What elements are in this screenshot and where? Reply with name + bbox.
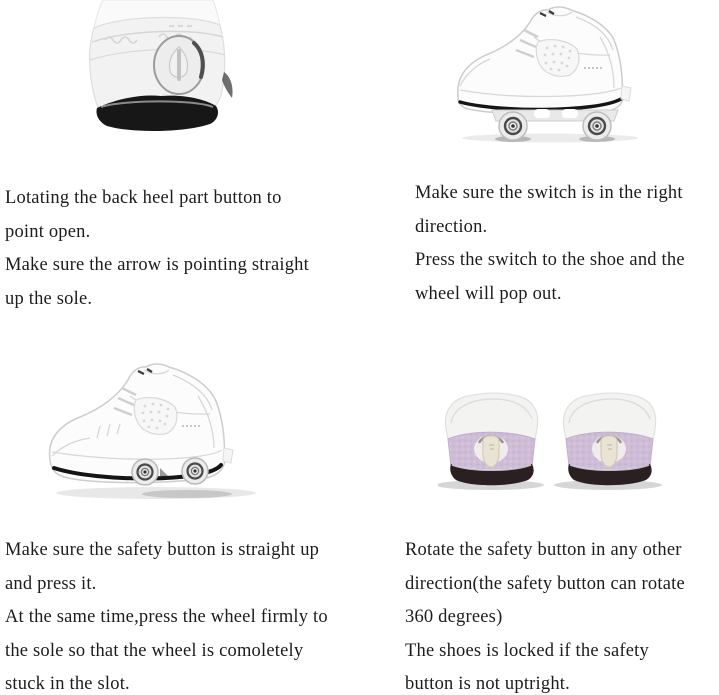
caption-line: and press it. xyxy=(5,573,97,594)
caption-line: direction(the safety button can rotate xyxy=(405,573,685,594)
caption-line: wheel will pop out. xyxy=(415,283,562,304)
wheels-retracted-illustration xyxy=(42,360,270,502)
safety-button-illustration xyxy=(438,389,666,493)
caption-line: Rotate the safety button in any other xyxy=(405,540,682,560)
caption-line: button is not uptright. xyxy=(405,674,570,694)
tucked-wheel-icon xyxy=(182,458,208,484)
wheels-retracted-photo xyxy=(42,360,270,502)
heel-button-photo xyxy=(73,0,240,136)
caption-line: At the same time,press the wheel firmly to xyxy=(5,607,328,627)
caption-line: 360 degrees) xyxy=(405,607,503,627)
wheels-out-illustration xyxy=(450,2,650,145)
caption-line: Make sure the arrow is pointing straight xyxy=(5,255,309,275)
safety-button-heels-photo xyxy=(438,389,666,493)
caption-line: Press the switch to the shoe and the xyxy=(415,250,685,270)
caption-heel-button xyxy=(5,182,309,316)
heel-release-button xyxy=(154,36,204,94)
left-heel xyxy=(438,393,544,490)
caption-line: stuck in the slot. xyxy=(5,674,130,694)
caption-safety-button xyxy=(405,534,685,695)
caption-wheels-out xyxy=(415,177,685,311)
caption-line: Make sure the switch is in the right xyxy=(415,183,683,203)
caption-line: the sole so that the wheel is comoletely xyxy=(5,640,304,661)
tucked-wheel-icon xyxy=(132,459,158,485)
caption-line: direction. xyxy=(415,216,488,237)
caption-wheels-retracted xyxy=(5,534,328,695)
wheels-out-photo xyxy=(450,2,650,145)
caption-line: The shoes is locked if the safety xyxy=(405,640,649,661)
right-heel xyxy=(554,393,662,490)
caption-line: point open. xyxy=(5,221,91,242)
caption-line: up the sole. xyxy=(5,288,93,309)
caption-line: Lotating the back heel part button to xyxy=(5,188,282,208)
heel-button-illustration xyxy=(73,0,240,136)
caption-line: Make sure the safety button is straight up xyxy=(5,540,320,560)
